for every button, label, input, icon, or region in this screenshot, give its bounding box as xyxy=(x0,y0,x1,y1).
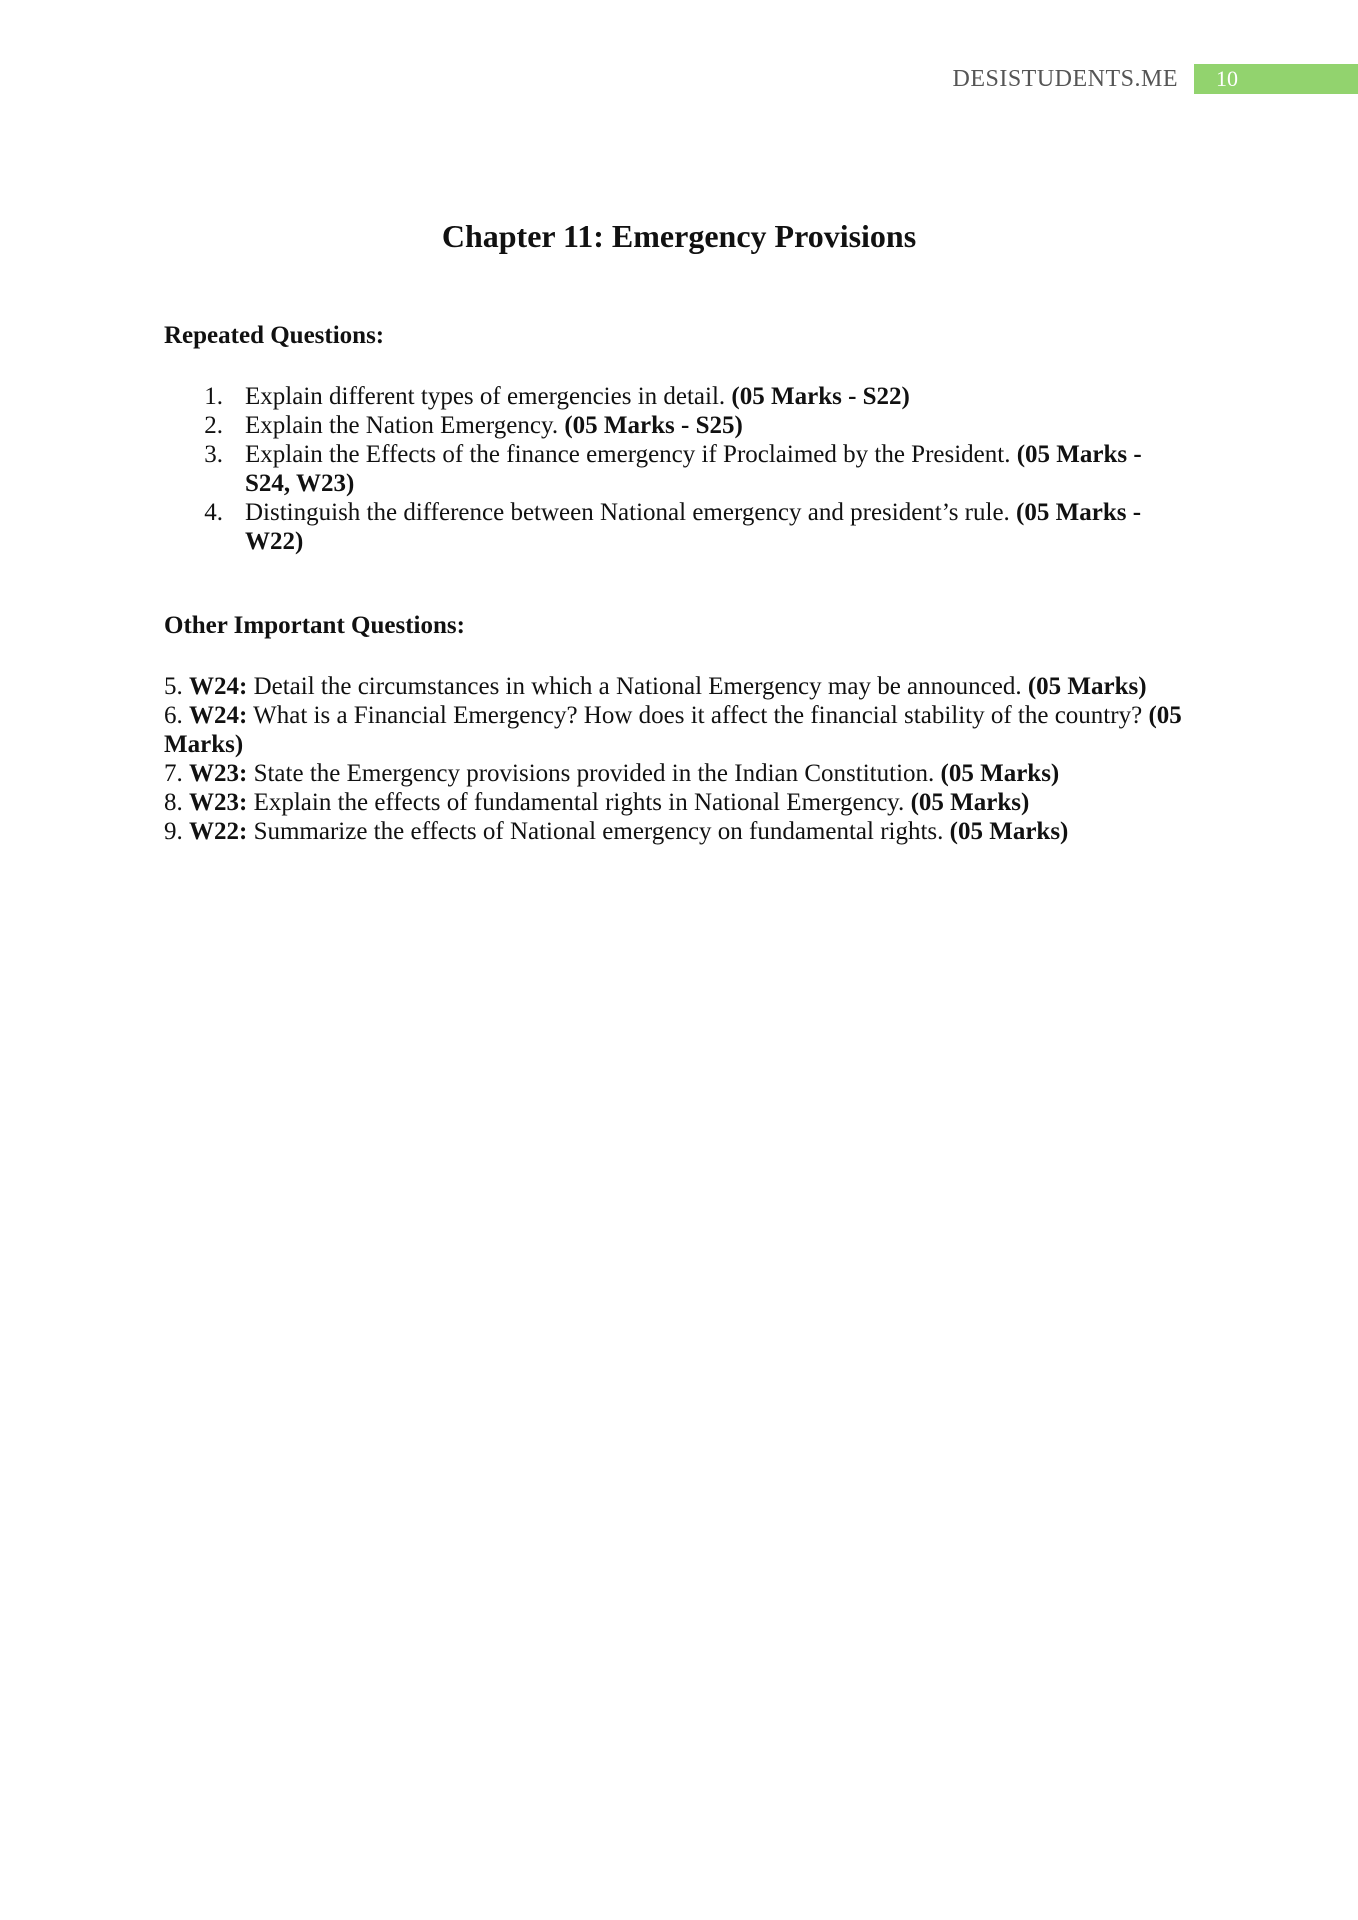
question-text: Distinguish the difference between National emergency and president’s rule. xyxy=(245,499,1017,526)
item-number: 3. xyxy=(204,441,223,468)
question-text: Summarize the effects of National emergency on fundamental rights. xyxy=(247,818,950,845)
list-item xyxy=(164,672,1204,701)
question-text: What is a Financial Emergency? How does it affect the financial stability of the country? xyxy=(247,702,1149,729)
page-header xyxy=(952,64,1358,94)
marks: (05 Marks) xyxy=(949,818,1069,845)
marks: (05 Marks - S22) xyxy=(731,383,910,410)
marks: (05 Marks) xyxy=(1027,673,1147,700)
marks: (05 Marks - S24, W23) xyxy=(245,441,1142,497)
exam-tag: W23: xyxy=(189,789,248,816)
marks: (05 Marks) xyxy=(164,702,1182,758)
other-questions-list xyxy=(164,672,1204,846)
other-questions-heading: Other Important Questions: xyxy=(164,612,465,639)
repeated-questions-list xyxy=(164,382,1174,556)
item-number: 5. xyxy=(164,673,183,700)
marks: (05 Marks - W22) xyxy=(245,499,1142,555)
marks: (05 Marks) xyxy=(910,789,1030,816)
item-number: 9. xyxy=(164,818,183,845)
exam-tag: W24: xyxy=(189,673,248,700)
item-number: 4. xyxy=(204,499,223,526)
list-item xyxy=(164,440,1174,498)
question-text: Explain different types of emergencies in detail. xyxy=(245,383,732,410)
list-item xyxy=(164,382,1174,411)
list-item xyxy=(164,817,1204,846)
question-text: Explain the Effects of the finance emergency if Proclaimed by the President. xyxy=(245,441,1017,468)
exam-tag: W24: xyxy=(189,702,248,729)
question-text: Explain the Nation Emergency. xyxy=(245,412,565,439)
exam-tag: W23: xyxy=(189,760,248,787)
site-name: DESISTUDENTS.ME xyxy=(952,65,1178,92)
page-number: 10 xyxy=(1194,64,1358,94)
list-item xyxy=(164,498,1174,556)
list-item xyxy=(164,701,1204,759)
chapter-title: Chapter 11: Emergency Provisions xyxy=(441,218,917,254)
list-item xyxy=(164,788,1204,817)
question-text: Detail the circumstances in which a National Emergency may be announced. xyxy=(247,673,1028,700)
repeated-questions-heading: Repeated Questions: xyxy=(164,322,385,349)
item-number: 6. xyxy=(164,702,183,729)
item-number: 7. xyxy=(164,760,183,787)
list-item xyxy=(164,411,1174,440)
list-item xyxy=(164,759,1204,788)
marks: (05 Marks) xyxy=(940,760,1060,787)
exam-tag: W22: xyxy=(189,818,248,845)
item-number: 2. xyxy=(204,412,223,439)
item-number: 8. xyxy=(164,789,183,816)
marks: (05 Marks - S25) xyxy=(564,412,743,439)
question-text: Explain the effects of fundamental rights in National Emergency. xyxy=(247,789,911,816)
question-text: State the Emergency provisions provided in the Indian Constitution. xyxy=(247,760,941,787)
item-number: 1. xyxy=(204,383,223,410)
